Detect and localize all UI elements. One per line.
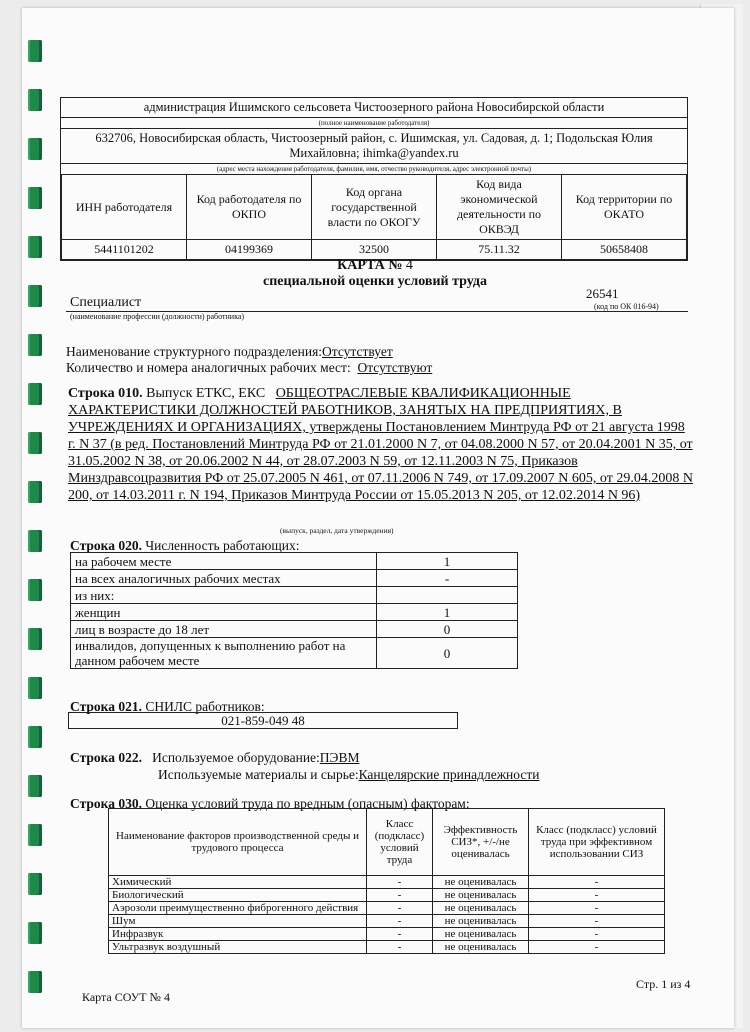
profession-caption: (наименование профессии (должности) работника): [70, 312, 245, 321]
similar-places-row: [66, 360, 432, 376]
binder-ring: [28, 236, 42, 258]
card-title: [0, 258, 750, 274]
table-row: [109, 889, 665, 902]
code-label: ИНН работодателя: [62, 175, 187, 240]
staff-row-value: 0: [377, 638, 518, 669]
row010-block: [68, 385, 693, 504]
card-title-prefix: КАРТА №: [337, 258, 403, 273]
binder-ring: [28, 579, 42, 601]
org-address: [61, 128, 687, 163]
org-address-line1: 632706, Новосибирская область, Чистоозерный район, с. Ишимская, ул. Садовая, д. 1; Подольская Юлия: [95, 131, 653, 145]
factor-efficiency: не оценивалась: [433, 928, 529, 941]
card-subtitle: специальной оценки условий труда: [263, 274, 487, 289]
factor-efficiency: не оценивалась: [433, 902, 529, 915]
table-row: [71, 587, 518, 604]
factor-name: Ультразвук воздушный: [109, 941, 367, 954]
col-header: Наименование факторов производственной среды и трудового процесса: [109, 809, 367, 876]
staff-count-table: [70, 552, 518, 669]
factor-name: Аэрозоли преимущественно фиброгенного действия: [109, 902, 367, 915]
table-row: [109, 902, 665, 915]
equipment-label: Используемое оборудование:: [152, 750, 320, 765]
factor-class: -: [367, 915, 433, 928]
snils-box: [68, 712, 458, 729]
table-header-row: [109, 809, 665, 876]
footer-left: Карта СОУТ № 4: [82, 990, 171, 1004]
org-name-caption: (полное наименование работодателя): [61, 117, 687, 128]
table-row: [71, 553, 518, 570]
table-row: [109, 928, 665, 941]
factors-table: [108, 808, 665, 954]
code-value: 04199369: [187, 240, 312, 260]
row022-equipment: [70, 750, 359, 766]
staff-row-value: 1: [377, 553, 518, 570]
factor-efficiency: не оценивалась: [433, 915, 529, 928]
binder-ring: [28, 481, 42, 503]
binder-ring: [28, 971, 42, 993]
row020-label: Строка 020.: [70, 538, 142, 553]
col-header: Класс (подкласс) условий труда: [367, 809, 433, 876]
org-address-line2: Михайловна; ihimka@yandex.ru: [289, 146, 459, 160]
table-row: [71, 621, 518, 638]
binder-ring: [28, 432, 42, 454]
code-label: Код вида экономической деятельности по ОКВЭД: [437, 175, 562, 240]
table-row: [109, 915, 665, 928]
factor-name: Химический: [109, 876, 367, 889]
staff-row-name: из них:: [71, 587, 377, 604]
binder-ring: [28, 726, 42, 748]
table-row: [71, 638, 518, 669]
staff-row-name: инвалидов, допущенных к выполнению работ на данном рабочем месте: [71, 638, 377, 669]
code-label: Код территории по ОКАТО: [562, 175, 687, 240]
staff-row-name: лиц в возрасте до 18 лет: [71, 621, 377, 638]
staff-row-name: на всех аналогичных рабочих местах: [71, 570, 377, 587]
row021-title: СНИЛС работников:: [145, 699, 265, 714]
table-row: [71, 570, 518, 587]
binder-ring: [28, 677, 42, 699]
binder-ring: [28, 89, 42, 111]
factor-class-siz: -: [529, 928, 665, 941]
employer-header: [60, 97, 688, 261]
factor-class-siz: -: [529, 889, 665, 902]
profession-code-caption: (код по ОК 016-94): [594, 302, 659, 311]
binder-ring: [28, 187, 42, 209]
materials-value: Канцелярские принадлежности: [358, 767, 540, 782]
code-label: Код органа государственной власти по ОКОГУ: [312, 175, 437, 240]
code-value: 75.11.32: [437, 240, 562, 260]
row010-caption: (выпуск, раздел, дата утверждения): [280, 526, 394, 535]
factor-class: -: [367, 941, 433, 954]
equipment-value: ПЭВМ: [319, 750, 360, 765]
org-name: администрация Ишимского сельсовета Чистоозерного района Новосибирской области: [143, 100, 605, 114]
binder-ring: [28, 628, 42, 650]
staff-row-value: [377, 587, 518, 604]
employer-codes-table: [61, 174, 687, 260]
org-address-caption: (адрес места нахождения работодателя, фамилия, имя, отчество руководителя, адрес электронной почты): [61, 163, 687, 174]
similar-places-value: Отсутствуют: [357, 360, 433, 375]
profession-code: 26541: [586, 286, 619, 301]
binder-ring: [28, 922, 42, 944]
staff-row-value: 1: [377, 604, 518, 621]
staff-row-value: 0: [377, 621, 518, 638]
factor-name: Шум: [109, 915, 367, 928]
department-value: Отсутствует: [322, 344, 393, 359]
binder-ring: [28, 383, 42, 405]
binder-ring: [28, 530, 42, 552]
row021-label: Строка 021.: [70, 699, 142, 714]
card-number: 4: [405, 258, 413, 273]
factor-name: Биологический: [109, 889, 367, 902]
profession-name: Специалист: [70, 295, 142, 310]
factor-name: Инфразвук: [109, 928, 367, 941]
binder-ring: [28, 334, 42, 356]
factor-efficiency: не оценивалась: [433, 876, 529, 889]
staff-row-name: женщин: [71, 604, 377, 621]
code-label: Код работодателя по ОКПО: [187, 175, 312, 240]
factor-class-siz: -: [529, 876, 665, 889]
factor-class: -: [367, 889, 433, 902]
table-row: [109, 876, 665, 889]
binder-ring: [28, 873, 42, 895]
factor-class: -: [367, 928, 433, 941]
table-row: [109, 941, 665, 954]
similar-places-label: Количество и номера аналогичных рабочих мест:: [66, 360, 351, 375]
row010-label: Строка 010.: [68, 386, 143, 401]
code-value: 50658408: [562, 240, 687, 260]
department-row: [66, 344, 393, 360]
row010-prefix: Выпуск ЕТКС, ЕКС: [146, 386, 266, 401]
binder-ring: [28, 138, 42, 160]
staff-row-name: на рабочем месте: [71, 553, 377, 570]
staff-row-value: -: [377, 570, 518, 587]
col-header: Класс (подкласс) условий труда при эффективном использовании СИЗ: [529, 809, 665, 876]
row020-title: Численность работающих:: [145, 538, 300, 553]
materials-label: Используемые материалы и сырье:: [158, 767, 359, 782]
row022-label: Строка 022.: [70, 750, 142, 765]
binder-ring: [28, 775, 42, 797]
footer-right: Стр. 1 из 4: [636, 977, 691, 991]
factor-class-siz: -: [529, 902, 665, 915]
binder-ring: [28, 824, 42, 846]
col-header: Эффективность СИЗ*, +/-/не оценивалась: [433, 809, 529, 876]
factor-efficiency: не оценивалась: [433, 941, 529, 954]
factor-class: -: [367, 902, 433, 915]
code-value: 32500: [312, 240, 437, 260]
snils-value: 021-859-049 48: [221, 713, 305, 728]
factor-class-siz: -: [529, 915, 665, 928]
row022-materials: [158, 767, 539, 783]
row010-text: ОБЩЕОТРАСЛЕВЫЕ КВАЛИФИКАЦИОННЫЕ ХАРАКТЕРИСТИКИ ДОЛЖНОСТЕЙ РАБОТНИКОВ, ЗАНЯТЫХ НА ПРЕДПРИЯТИЯХ, В УЧРЕЖДЕНИЯХ И ОРГАНИЗАЦИЯХ, утверждены Постановлением Минтруда РФ от 21 августа 1998 г. N 37 (в ред. Постановлений Минтруда РФ от 21.01.2000 N 7, от 04.08.2000 N 57, от 20.04.2001 N 35, от 31.05.2002 N 38, от 20.06.2002 N 44, от 28.07.2003 N 59, от 12.11.2003 N 75, Приказов Минздравсоцразвития РФ от 25.07.2005 N 461, от 07.11.2006 N 749, от 17.09.2007 N 605, от 29.04.2008 N 200, от 14.03.2011 г. N 194, Приказов Минтруда России от 15.05.2013 N 205, от 12.02.2014 N 96): [68, 386, 693, 503]
row030-label: Строка 030.: [70, 796, 142, 811]
factor-class-siz: -: [529, 941, 665, 954]
factor-class: -: [367, 876, 433, 889]
code-value: 5441101202: [62, 240, 187, 260]
table-row: [71, 604, 518, 621]
department-label: Наименование структурного подразделения:: [66, 344, 323, 359]
factor-efficiency: не оценивалась: [433, 889, 529, 902]
binder-ring: [28, 40, 42, 62]
row030-title: Оценка условий труда по вредным (опасным) факторам:: [145, 796, 470, 811]
